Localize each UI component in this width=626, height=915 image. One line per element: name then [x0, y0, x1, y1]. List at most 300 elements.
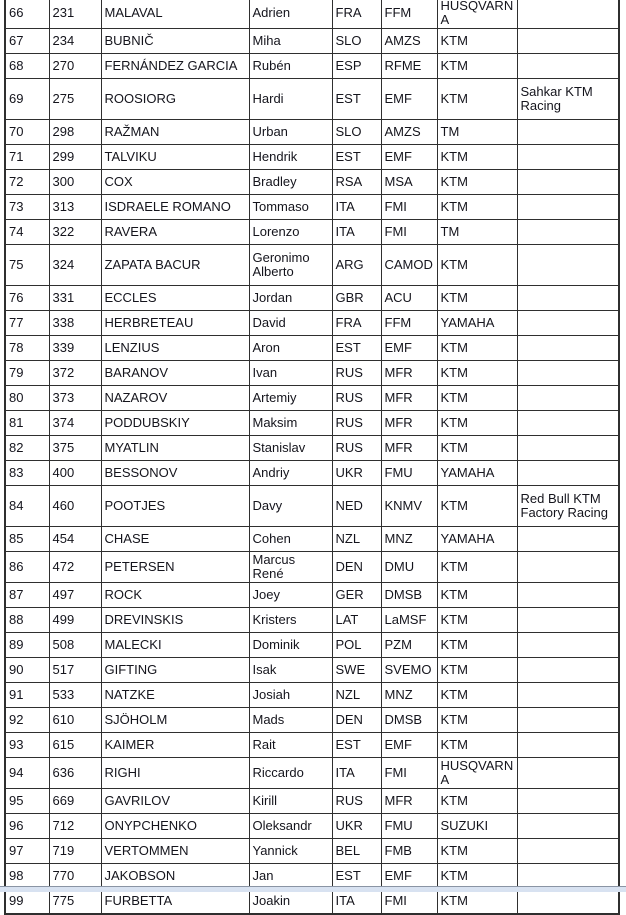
- cell-surname: PODDUBSKIY: [101, 411, 249, 436]
- cell-country: UKR: [332, 814, 381, 839]
- cell-federation: PZM: [381, 633, 437, 658]
- cell-race-number: 472: [49, 552, 101, 583]
- cell-country: POL: [332, 633, 381, 658]
- cell-team: [517, 220, 619, 245]
- cell-position: 82: [5, 436, 49, 461]
- cell-machine: KTM: [437, 145, 517, 170]
- cell-team: [517, 311, 619, 336]
- cell-machine: KTM: [437, 552, 517, 583]
- cell-team: [517, 608, 619, 633]
- table-row: [5, 733, 619, 758]
- cell-position: 98: [5, 864, 49, 889]
- cell-surname: SJÖHOLM: [101, 708, 249, 733]
- cell-surname: FURBETTA: [101, 889, 249, 914]
- cell-country: UKR: [332, 461, 381, 486]
- cell-country: SWE: [332, 658, 381, 683]
- cell-position: 89: [5, 633, 49, 658]
- cell-country: EST: [332, 145, 381, 170]
- cell-position: 90: [5, 658, 49, 683]
- cell-first-name: Hendrik: [249, 145, 332, 170]
- cell-first-name: Miha: [249, 29, 332, 54]
- table-row: [5, 286, 619, 311]
- cell-position: 96: [5, 814, 49, 839]
- cell-race-number: 719: [49, 839, 101, 864]
- cell-machine: KTM: [437, 386, 517, 411]
- cell-first-name: Urban: [249, 120, 332, 145]
- cell-position: 85: [5, 527, 49, 552]
- cell-surname: POOTJES: [101, 486, 249, 527]
- cell-first-name: Jan: [249, 864, 332, 889]
- cell-machine: KTM: [437, 170, 517, 195]
- table-row: [5, 708, 619, 733]
- cell-surname: BARANOV: [101, 361, 249, 386]
- cell-team: Red Bull KTM Factory Racing: [517, 486, 619, 527]
- cell-federation: FMI: [381, 758, 437, 789]
- table-row: [5, 311, 619, 336]
- cell-machine: KTM: [437, 436, 517, 461]
- cell-position: 87: [5, 583, 49, 608]
- cell-surname: KAIMER: [101, 733, 249, 758]
- cell-federation: DMU: [381, 552, 437, 583]
- cell-team: [517, 0, 619, 29]
- cell-country: EST: [332, 733, 381, 758]
- cell-team: [517, 789, 619, 814]
- cell-surname: MYATLIN: [101, 436, 249, 461]
- cell-machine: YAMAHA: [437, 527, 517, 552]
- cell-first-name: Adrien: [249, 0, 332, 29]
- table-row: [5, 386, 619, 411]
- cell-machine: YAMAHA: [437, 311, 517, 336]
- cell-team: [517, 527, 619, 552]
- cell-surname: NAZAROV: [101, 386, 249, 411]
- cell-country: ITA: [332, 220, 381, 245]
- cell-race-number: 299: [49, 145, 101, 170]
- cell-federation: FMI: [381, 220, 437, 245]
- cell-team: [517, 411, 619, 436]
- cell-country: NZL: [332, 683, 381, 708]
- cell-position: 74: [5, 220, 49, 245]
- cell-first-name: Maksim: [249, 411, 332, 436]
- table-row: [5, 814, 619, 839]
- cell-federation: EMF: [381, 145, 437, 170]
- cell-federation: MFR: [381, 411, 437, 436]
- cell-machine: KTM: [437, 789, 517, 814]
- cell-first-name: Rait: [249, 733, 332, 758]
- cell-race-number: 270: [49, 54, 101, 79]
- cell-position: 69: [5, 79, 49, 120]
- table-row: [5, 0, 619, 29]
- cell-team: [517, 461, 619, 486]
- cell-surname: GAVRILOV: [101, 789, 249, 814]
- cell-machine: KTM: [437, 486, 517, 527]
- cell-machine: KTM: [437, 658, 517, 683]
- table-row: [5, 461, 619, 486]
- cell-surname: GIFTING: [101, 658, 249, 683]
- cell-race-number: 615: [49, 733, 101, 758]
- cell-surname: CHASE: [101, 527, 249, 552]
- cell-race-number: 374: [49, 411, 101, 436]
- table-row: [5, 839, 619, 864]
- cell-machine: KTM: [437, 54, 517, 79]
- cell-machine: KTM: [437, 683, 517, 708]
- cell-federation: MNZ: [381, 683, 437, 708]
- cell-race-number: 775: [49, 889, 101, 914]
- cell-race-number: 669: [49, 789, 101, 814]
- cell-country: FRA: [332, 311, 381, 336]
- cell-surname: ROCK: [101, 583, 249, 608]
- cell-federation: FMU: [381, 814, 437, 839]
- cell-surname: MALAVAL: [101, 0, 249, 29]
- cell-country: RSA: [332, 170, 381, 195]
- cell-position: 84: [5, 486, 49, 527]
- cell-surname: DREVINSKIS: [101, 608, 249, 633]
- cell-first-name: Jordan: [249, 286, 332, 311]
- table-row: [5, 889, 619, 914]
- cell-first-name: Kirill: [249, 789, 332, 814]
- cell-position: 88: [5, 608, 49, 633]
- cell-race-number: 497: [49, 583, 101, 608]
- cell-race-number: 324: [49, 245, 101, 286]
- cell-race-number: 770: [49, 864, 101, 889]
- cell-first-name: Aron: [249, 336, 332, 361]
- cell-country: FRA: [332, 0, 381, 29]
- cell-country: ITA: [332, 758, 381, 789]
- cell-federation: FFM: [381, 311, 437, 336]
- cell-race-number: 373: [49, 386, 101, 411]
- cell-race-number: 712: [49, 814, 101, 839]
- table-row: [5, 54, 619, 79]
- cell-federation: FMI: [381, 889, 437, 914]
- cell-machine: KTM: [437, 839, 517, 864]
- cell-race-number: 231: [49, 0, 101, 29]
- cell-surname: ZAPATA BACUR: [101, 245, 249, 286]
- cell-machine: KTM: [437, 195, 517, 220]
- table-row: [5, 436, 619, 461]
- cell-federation: AMZS: [381, 29, 437, 54]
- table-row: [5, 79, 619, 120]
- cell-machine: KTM: [437, 336, 517, 361]
- table-row: [5, 789, 619, 814]
- cell-team: [517, 286, 619, 311]
- entry-list-table: [4, 0, 620, 915]
- cell-federation: MFR: [381, 386, 437, 411]
- cell-team: [517, 54, 619, 79]
- cell-team: Sahkar KTM Racing: [517, 79, 619, 120]
- cell-country: RUS: [332, 386, 381, 411]
- table-row: [5, 864, 619, 889]
- cell-team: [517, 583, 619, 608]
- cell-surname: BUBNIČ: [101, 29, 249, 54]
- cell-country: ITA: [332, 195, 381, 220]
- cell-team: [517, 683, 619, 708]
- cell-surname: ISDRAELE ROMANO: [101, 195, 249, 220]
- cell-country: RUS: [332, 361, 381, 386]
- cell-team: [517, 170, 619, 195]
- cell-race-number: 533: [49, 683, 101, 708]
- cell-position: 76: [5, 286, 49, 311]
- cell-country: RUS: [332, 436, 381, 461]
- cell-team: [517, 658, 619, 683]
- table-row: [5, 552, 619, 583]
- cell-race-number: 372: [49, 361, 101, 386]
- cell-first-name: Kristers: [249, 608, 332, 633]
- cell-team: [517, 436, 619, 461]
- cell-country: DEN: [332, 552, 381, 583]
- cell-machine: TM: [437, 120, 517, 145]
- cell-team: [517, 864, 619, 889]
- table-row: [5, 336, 619, 361]
- entry-list-body: [5, 0, 619, 914]
- cell-team: [517, 839, 619, 864]
- cell-team: [517, 552, 619, 583]
- cell-race-number: 339: [49, 336, 101, 361]
- table-row: [5, 145, 619, 170]
- cell-first-name: Andriy: [249, 461, 332, 486]
- table-row: [5, 245, 619, 286]
- cell-country: ESP: [332, 54, 381, 79]
- cell-federation: SVEMO: [381, 658, 437, 683]
- cell-team: [517, 336, 619, 361]
- cell-race-number: 499: [49, 608, 101, 633]
- cell-federation: LaMSF: [381, 608, 437, 633]
- cell-federation: ACU: [381, 286, 437, 311]
- cell-federation: AMZS: [381, 120, 437, 145]
- cell-first-name: Dominik: [249, 633, 332, 658]
- cell-team: [517, 758, 619, 789]
- table-row: [5, 758, 619, 789]
- cell-machine: KTM: [437, 583, 517, 608]
- cell-machine: HUSQVARNA: [437, 758, 517, 789]
- cell-first-name: Mads: [249, 708, 332, 733]
- cell-country: ARG: [332, 245, 381, 286]
- cell-machine: KTM: [437, 708, 517, 733]
- cell-race-number: 298: [49, 120, 101, 145]
- cell-team: [517, 814, 619, 839]
- cell-position: 99: [5, 889, 49, 914]
- cell-race-number: 313: [49, 195, 101, 220]
- cell-machine: KTM: [437, 79, 517, 120]
- table-row: [5, 120, 619, 145]
- table-row: [5, 608, 619, 633]
- cell-first-name: Hardi: [249, 79, 332, 120]
- cell-first-name: Artemiy: [249, 386, 332, 411]
- cell-first-name: Lorenzo: [249, 220, 332, 245]
- cell-team: [517, 361, 619, 386]
- cell-position: 97: [5, 839, 49, 864]
- cell-team: [517, 386, 619, 411]
- table-row: [5, 683, 619, 708]
- table-row: [5, 29, 619, 54]
- cell-federation: EMF: [381, 336, 437, 361]
- cell-position: 75: [5, 245, 49, 286]
- cell-surname: RAVERA: [101, 220, 249, 245]
- cell-surname: JAKOBSON: [101, 864, 249, 889]
- cell-team: [517, 245, 619, 286]
- cell-federation: MSA: [381, 170, 437, 195]
- cell-machine: KTM: [437, 411, 517, 436]
- cell-first-name: Ivan: [249, 361, 332, 386]
- cell-team: [517, 889, 619, 914]
- cell-federation: FMB: [381, 839, 437, 864]
- table-row: [5, 583, 619, 608]
- cell-first-name: Bradley: [249, 170, 332, 195]
- cell-federation: EMF: [381, 864, 437, 889]
- cell-federation: FMU: [381, 461, 437, 486]
- cell-race-number: 234: [49, 29, 101, 54]
- cell-first-name: Joey: [249, 583, 332, 608]
- cell-position: 94: [5, 758, 49, 789]
- table-row: [5, 633, 619, 658]
- cell-first-name: Tommaso: [249, 195, 332, 220]
- cell-first-name: Geronimo Alberto: [249, 245, 332, 286]
- cell-team: [517, 633, 619, 658]
- cell-race-number: 300: [49, 170, 101, 195]
- cell-country: SLO: [332, 120, 381, 145]
- cell-surname: ECCLES: [101, 286, 249, 311]
- cell-federation: FMI: [381, 195, 437, 220]
- cell-first-name: David: [249, 311, 332, 336]
- cell-race-number: 331: [49, 286, 101, 311]
- cell-position: 71: [5, 145, 49, 170]
- cell-first-name: Stanislav: [249, 436, 332, 461]
- cell-first-name: Rubén: [249, 54, 332, 79]
- cell-country: RUS: [332, 411, 381, 436]
- table-row: [5, 527, 619, 552]
- cell-race-number: 375: [49, 436, 101, 461]
- cell-machine: KTM: [437, 864, 517, 889]
- cell-race-number: 400: [49, 461, 101, 486]
- cell-country: GBR: [332, 286, 381, 311]
- cell-machine: KTM: [437, 889, 517, 914]
- cell-race-number: 454: [49, 527, 101, 552]
- cell-position: 73: [5, 195, 49, 220]
- cell-position: 68: [5, 54, 49, 79]
- cell-surname: HERBRETEAU: [101, 311, 249, 336]
- cell-federation: MFR: [381, 789, 437, 814]
- cell-country: DEN: [332, 708, 381, 733]
- table-row: [5, 361, 619, 386]
- cell-federation: DMSB: [381, 583, 437, 608]
- cell-country: NZL: [332, 527, 381, 552]
- cell-federation: MFR: [381, 361, 437, 386]
- cell-country: BEL: [332, 839, 381, 864]
- cell-machine: KTM: [437, 608, 517, 633]
- cell-federation: MNZ: [381, 527, 437, 552]
- cell-first-name: Riccardo: [249, 758, 332, 789]
- cell-machine: KTM: [437, 29, 517, 54]
- cell-country: LAT: [332, 608, 381, 633]
- cell-surname: VERTOMMEN: [101, 839, 249, 864]
- cell-first-name: Davy: [249, 486, 332, 527]
- cell-position: 78: [5, 336, 49, 361]
- cell-race-number: 338: [49, 311, 101, 336]
- cell-surname: TALVIKU: [101, 145, 249, 170]
- cell-machine: KTM: [437, 286, 517, 311]
- cell-surname: ONYPCHENKO: [101, 814, 249, 839]
- cell-first-name: Cohen: [249, 527, 332, 552]
- cell-machine: KTM: [437, 361, 517, 386]
- cell-race-number: 275: [49, 79, 101, 120]
- cell-team: [517, 195, 619, 220]
- cell-surname: MALECKI: [101, 633, 249, 658]
- cell-first-name: Josiah: [249, 683, 332, 708]
- cell-position: 81: [5, 411, 49, 436]
- cell-race-number: 517: [49, 658, 101, 683]
- cell-federation: FFM: [381, 0, 437, 29]
- cell-first-name: Marcus René: [249, 552, 332, 583]
- cell-surname: PETERSEN: [101, 552, 249, 583]
- cell-surname: FERNÁNDEZ GARCIA: [101, 54, 249, 79]
- cell-race-number: 610: [49, 708, 101, 733]
- table-row: [5, 486, 619, 527]
- cell-country: SLO: [332, 29, 381, 54]
- cell-surname: ROOSIORG: [101, 79, 249, 120]
- cell-country: EST: [332, 336, 381, 361]
- cell-position: 83: [5, 461, 49, 486]
- cell-team: [517, 29, 619, 54]
- cell-country: NED: [332, 486, 381, 527]
- cell-first-name: Yannick: [249, 839, 332, 864]
- cell-position: 79: [5, 361, 49, 386]
- cell-race-number: 508: [49, 633, 101, 658]
- cell-country: ITA: [332, 889, 381, 914]
- cell-country: RUS: [332, 789, 381, 814]
- cell-surname: RAŽMAN: [101, 120, 249, 145]
- window-bottom-edge: [0, 886, 626, 892]
- cell-machine: KTM: [437, 733, 517, 758]
- cell-federation: KNMV: [381, 486, 437, 527]
- cell-surname: COX: [101, 170, 249, 195]
- cell-country: EST: [332, 864, 381, 889]
- cell-position: 67: [5, 29, 49, 54]
- cell-first-name: Joakin: [249, 889, 332, 914]
- table-row: [5, 170, 619, 195]
- cell-first-name: Oleksandr: [249, 814, 332, 839]
- cell-team: [517, 733, 619, 758]
- cell-machine: TM: [437, 220, 517, 245]
- cell-federation: EMF: [381, 733, 437, 758]
- cell-position: 86: [5, 552, 49, 583]
- cell-position: 80: [5, 386, 49, 411]
- cell-machine: KTM: [437, 633, 517, 658]
- cell-federation: EMF: [381, 79, 437, 120]
- table-row: [5, 411, 619, 436]
- cell-position: 70: [5, 120, 49, 145]
- cell-first-name: Isak: [249, 658, 332, 683]
- cell-team: [517, 120, 619, 145]
- cell-position: 77: [5, 311, 49, 336]
- cell-race-number: 322: [49, 220, 101, 245]
- cell-machine: YAMAHA: [437, 461, 517, 486]
- cell-federation: MFR: [381, 436, 437, 461]
- table-row: [5, 220, 619, 245]
- cell-position: 72: [5, 170, 49, 195]
- cell-surname: NATZKE: [101, 683, 249, 708]
- cell-position: 92: [5, 708, 49, 733]
- cell-surname: RIGHI: [101, 758, 249, 789]
- table-row: [5, 195, 619, 220]
- cell-surname: LENZIUS: [101, 336, 249, 361]
- cell-country: EST: [332, 79, 381, 120]
- cell-team: [517, 708, 619, 733]
- cell-position: 66: [5, 0, 49, 29]
- cell-surname: BESSONOV: [101, 461, 249, 486]
- table-row: [5, 658, 619, 683]
- cell-team: [517, 145, 619, 170]
- cell-machine: KTM: [437, 245, 517, 286]
- cell-machine: HUSQVARNA: [437, 0, 517, 29]
- cell-race-number: 460: [49, 486, 101, 527]
